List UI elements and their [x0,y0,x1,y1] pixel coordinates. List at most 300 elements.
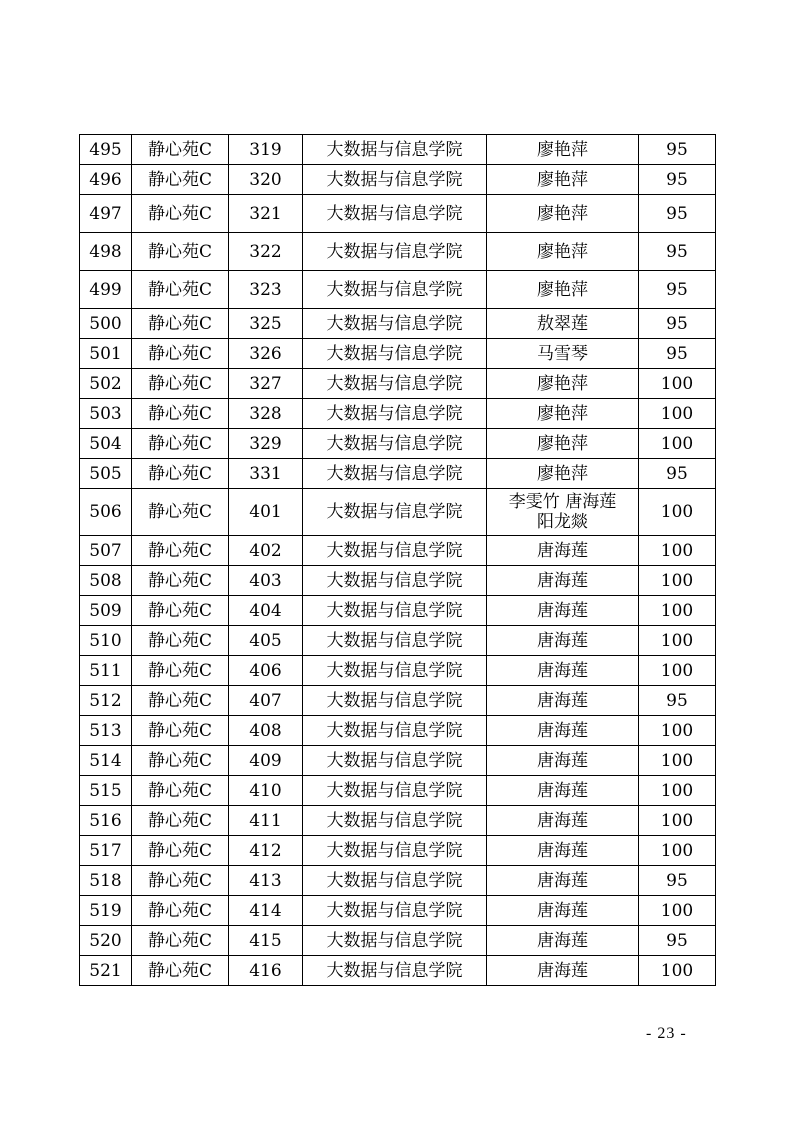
score-cell-text: 100 [660,570,694,591]
counselor-cell-text: 廖艳萍 [537,203,588,224]
counselor-cell [487,399,639,429]
college-cell-text: 大数据与信息学院 [326,960,463,981]
room-number-cell-text: 413 [249,870,282,891]
counselor-cell [487,746,639,776]
college-cell-text: 大数据与信息学院 [326,660,463,681]
college-cell-text: 大数据与信息学院 [326,570,463,591]
table-row [80,866,716,896]
building-cell [132,459,229,489]
table-row [80,746,716,776]
row-number-cell [80,836,132,866]
room-number-cell-text: 323 [249,279,282,300]
counselor-cell [487,896,639,926]
room-number-cell-text: 407 [249,690,282,711]
row-number-cell-text: 515 [89,780,122,801]
table-row [80,429,716,459]
room-number-cell-text: 326 [249,343,282,364]
score-cell-text: 100 [660,373,694,394]
building-cell [132,339,229,369]
row-number-cell [80,866,132,896]
row-number-cell-text: 512 [89,690,122,711]
room-number-cell-text: 408 [249,720,282,741]
building-cell [132,165,229,195]
college-cell [303,536,487,566]
score-cell [639,339,716,369]
score-cell-text: 95 [666,690,688,711]
table-row [80,686,716,716]
building-cell [132,746,229,776]
score-cell-text: 100 [660,660,694,681]
counselor-cell [487,656,639,686]
building-cell-text: 静心苑C [147,241,212,262]
row-number-cell [80,271,132,309]
room-number-cell-text: 403 [249,570,282,591]
room-number-cell-text: 416 [249,960,282,981]
row-number-cell-text: 514 [89,750,122,771]
room-number-cell-text: 320 [249,169,282,190]
room-number-cell [229,626,303,656]
building-cell [132,233,229,271]
score-cell-text: 100 [660,720,694,741]
room-number-cell-text: 415 [249,930,282,951]
score-cell-text: 100 [660,403,694,424]
counselor-cell [487,536,639,566]
score-cell-text: 100 [660,750,694,771]
score-cell [639,806,716,836]
row-number-cell-text: 503 [89,403,122,424]
row-number-cell-text: 498 [89,241,122,262]
room-number-cell-text: 328 [249,403,282,424]
counselor-cell [487,309,639,339]
room-number-cell [229,339,303,369]
row-number-cell-text: 501 [89,343,122,364]
building-cell [132,195,229,233]
score-cell [639,896,716,926]
building-cell [132,896,229,926]
score-cell [639,489,716,536]
counselor-cell-text: 唐海莲 [537,960,588,981]
score-cell-text: 100 [660,502,694,522]
building-cell-text: 静心苑C [147,900,212,921]
college-cell-text: 大数据与信息学院 [326,720,463,741]
score-cell-text: 100 [660,433,694,454]
counselor-cell-text: 廖艳萍 [537,169,588,190]
counselor-cell-text: 唐海莲 [537,930,588,951]
counselor-cell [487,806,639,836]
building-cell-text: 静心苑C [147,930,212,951]
room-number-cell [229,536,303,566]
room-number-cell-text: 325 [249,313,282,334]
score-cell [639,369,716,399]
row-number-cell [80,776,132,806]
counselor-cell [487,489,639,536]
score-cell-text: 100 [660,840,694,861]
building-cell [132,716,229,746]
room-number-cell-text: 405 [249,630,282,651]
college-cell [303,866,487,896]
row-number-cell-text: 509 [89,600,122,621]
room-number-cell-text: 409 [249,750,282,771]
building-cell [132,429,229,459]
page-number: - 23 - [646,1025,687,1042]
college-cell-text: 大数据与信息学院 [326,870,463,891]
college-cell-text: 大数据与信息学院 [326,203,463,224]
counselor-cell [487,686,639,716]
row-number-cell-text: 500 [89,313,122,334]
counselor-cell [487,596,639,626]
room-number-cell [229,309,303,339]
table-row [80,459,716,489]
building-cell-text: 静心苑C [147,570,212,591]
college-cell-text: 大数据与信息学院 [326,810,463,831]
counselor-cell [487,459,639,489]
score-cell-text: 95 [666,241,688,262]
room-number-cell [229,956,303,986]
row-number-cell [80,135,132,165]
building-cell-text: 静心苑C [147,403,212,424]
building-cell-text: 静心苑C [147,660,212,681]
row-number-cell [80,165,132,195]
room-number-cell [229,566,303,596]
college-cell-text: 大数据与信息学院 [326,313,463,334]
college-cell [303,195,487,233]
counselor-cell [487,776,639,806]
row-number-cell-text: 496 [89,169,122,190]
score-cell [639,195,716,233]
score-cell-text: 95 [666,203,688,224]
building-cell-text: 静心苑C [147,630,212,651]
counselor-cell-text: 李雯竹 唐海莲 [508,492,617,512]
score-cell-text: 95 [666,930,688,951]
score-cell-text: 100 [660,540,694,561]
college-cell [303,339,487,369]
score-cell [639,656,716,686]
college-cell-text: 大数据与信息学院 [326,169,463,190]
college-cell [303,399,487,429]
counselor-cell-text: 唐海莲 [537,630,588,651]
building-cell-text: 静心苑C [147,343,212,364]
row-number-cell [80,956,132,986]
table-row [80,489,716,536]
college-cell [303,309,487,339]
college-cell [303,165,487,195]
counselor-cell-text: 唐海莲 [537,570,588,591]
college-cell-text: 大数据与信息学院 [326,600,463,621]
row-number-cell-text: 505 [89,463,122,484]
room-number-cell [229,686,303,716]
row-number-cell-text: 499 [89,279,122,300]
row-number-cell [80,429,132,459]
counselor-cell [487,626,639,656]
score-cell [639,459,716,489]
room-number-cell-text: 319 [249,139,282,160]
row-number-cell-text: 504 [89,433,122,454]
counselor-cell-text: 唐海莲 [537,750,588,771]
counselor-cell-text: 敖翠莲 [537,313,588,334]
college-cell-text: 大数据与信息学院 [326,780,463,801]
row-number-cell-text: 495 [89,139,122,160]
row-number-cell [80,489,132,536]
room-number-cell [229,165,303,195]
score-cell [639,836,716,866]
building-cell [132,956,229,986]
room-number-cell [229,489,303,536]
row-number-cell-text: 518 [89,870,122,891]
room-number-cell [229,776,303,806]
counselor-cell-text: 廖艳萍 [537,433,588,454]
college-cell [303,806,487,836]
counselor-cell [487,716,639,746]
building-cell [132,866,229,896]
score-cell [639,566,716,596]
college-cell [303,776,487,806]
score-cell [639,165,716,195]
room-number-cell-text: 329 [249,433,282,454]
score-cell-text: 100 [660,630,694,651]
college-cell [303,746,487,776]
table-row [80,836,716,866]
building-cell [132,271,229,309]
table-row [80,956,716,986]
table-row [80,926,716,956]
counselor-cell [487,566,639,596]
table-row [80,369,716,399]
row-number-cell [80,399,132,429]
room-number-cell-text: 414 [249,900,282,921]
table-row [80,165,716,195]
row-number-cell-text: 497 [89,203,122,224]
table-row [80,536,716,566]
building-cell [132,836,229,866]
college-cell [303,429,487,459]
table-row [80,716,716,746]
room-number-cell [229,866,303,896]
room-number-cell-text: 411 [249,810,282,831]
building-cell-text: 静心苑C [147,600,212,621]
college-cell-text: 大数据与信息学院 [326,840,463,861]
room-number-cell [229,806,303,836]
college-cell-text: 大数据与信息学院 [326,463,463,484]
score-cell [639,776,716,806]
score-cell [639,399,716,429]
score-cell-text: 95 [666,870,688,891]
score-cell-text: 95 [666,463,688,484]
building-cell-text: 静心苑C [147,169,212,190]
table-row [80,626,716,656]
table-row [80,776,716,806]
score-cell [639,536,716,566]
row-number-cell-text: 513 [89,720,122,741]
room-number-cell-text: 404 [249,600,282,621]
counselor-cell [487,369,639,399]
dorm-score-table [79,134,716,986]
college-cell [303,135,487,165]
row-number-cell [80,233,132,271]
room-number-cell-text: 321 [249,203,282,224]
row-number-cell [80,626,132,656]
row-number-cell-text: 519 [89,900,122,921]
row-number-cell-text: 521 [89,960,122,981]
building-cell-text: 静心苑C [147,433,212,454]
counselor-cell-text: 唐海莲 [537,600,588,621]
room-number-cell [229,399,303,429]
counselor-cell-text: 马雪琴 [537,343,588,364]
row-number-cell-text: 520 [89,930,122,951]
room-number-cell [229,233,303,271]
college-cell [303,686,487,716]
college-cell-text: 大数据与信息学院 [326,373,463,394]
building-cell-text: 静心苑C [147,502,212,522]
room-number-cell [229,459,303,489]
score-cell-text: 100 [660,600,694,621]
score-cell-text: 100 [660,780,694,801]
row-number-cell [80,369,132,399]
table-row [80,135,716,165]
table-row [80,806,716,836]
room-number-cell [229,195,303,233]
building-cell [132,926,229,956]
row-number-cell [80,339,132,369]
building-cell-text: 静心苑C [147,279,212,300]
counselor-cell [487,135,639,165]
room-number-cell [229,429,303,459]
counselor-cell-text: 廖艳萍 [537,279,588,300]
building-cell-text: 静心苑C [147,139,212,160]
college-cell [303,369,487,399]
row-number-cell [80,896,132,926]
score-cell-text: 95 [666,279,688,300]
row-number-cell [80,716,132,746]
counselor-cell-text: 唐海莲 [537,540,588,561]
room-number-cell-text: 401 [249,502,282,522]
counselor-cell-text: 廖艳萍 [537,373,588,394]
college-cell [303,459,487,489]
building-cell [132,566,229,596]
building-cell [132,776,229,806]
college-cell-text: 大数据与信息学院 [326,930,463,951]
college-cell-text: 大数据与信息学院 [326,690,463,711]
college-cell [303,926,487,956]
room-number-cell [229,369,303,399]
row-number-cell-text: 507 [89,540,122,561]
college-cell [303,233,487,271]
table-row [80,309,716,339]
college-cell-text: 大数据与信息学院 [326,502,463,522]
college-cell-text: 大数据与信息学院 [326,433,463,454]
room-number-cell [229,836,303,866]
table-body [80,135,716,986]
counselor-cell-text: 唐海莲 [537,690,588,711]
building-cell-text: 静心苑C [147,840,212,861]
college-cell-text: 大数据与信息学院 [326,139,463,160]
building-cell [132,656,229,686]
row-number-cell-text: 508 [89,570,122,591]
counselor-cell-text: 廖艳萍 [537,241,588,262]
score-cell [639,626,716,656]
college-cell [303,489,487,536]
college-cell [303,596,487,626]
room-number-cell [229,271,303,309]
counselor-cell-text: 唐海莲 [537,840,588,861]
college-cell-text: 大数据与信息学院 [326,750,463,771]
college-cell [303,836,487,866]
building-cell [132,489,229,536]
score-cell-text: 95 [666,169,688,190]
building-cell-text: 静心苑C [147,960,212,981]
building-cell-text: 静心苑C [147,463,212,484]
college-cell-text: 大数据与信息学院 [326,900,463,921]
counselor-cell-text: 唐海莲 [537,810,588,831]
score-cell [639,309,716,339]
building-cell [132,399,229,429]
college-cell [303,656,487,686]
building-cell [132,309,229,339]
counselor-cell-text-line2: 阳龙燚 [537,512,588,532]
row-number-cell [80,806,132,836]
college-cell-text: 大数据与信息学院 [326,343,463,364]
score-cell [639,233,716,271]
row-number-cell [80,926,132,956]
room-number-cell-text: 412 [249,840,282,861]
row-number-cell-text: 517 [89,840,122,861]
counselor-cell [487,926,639,956]
college-cell [303,566,487,596]
table-row [80,566,716,596]
college-cell-text: 大数据与信息学院 [326,403,463,424]
table-row [80,233,716,271]
score-cell [639,746,716,776]
college-cell [303,716,487,746]
counselor-cell [487,165,639,195]
row-number-cell [80,195,132,233]
counselor-cell-text: 唐海莲 [537,780,588,801]
room-number-cell-text: 327 [249,373,282,394]
row-number-cell [80,746,132,776]
college-cell [303,896,487,926]
row-number-cell [80,686,132,716]
score-cell [639,135,716,165]
college-cell [303,626,487,656]
counselor-cell-text: 唐海莲 [537,870,588,891]
building-cell [132,135,229,165]
building-cell-text: 静心苑C [147,720,212,741]
counselor-cell [487,195,639,233]
room-number-cell [229,596,303,626]
building-cell-text: 静心苑C [147,690,212,711]
row-number-cell [80,459,132,489]
row-number-cell [80,656,132,686]
room-number-cell [229,746,303,776]
score-cell [639,686,716,716]
counselor-cell-text: 廖艳萍 [537,403,588,424]
room-number-cell-text: 331 [249,463,282,484]
college-cell [303,956,487,986]
score-cell [639,716,716,746]
score-cell [639,866,716,896]
building-cell [132,806,229,836]
college-cell-text: 大数据与信息学院 [326,540,463,561]
building-cell-text: 静心苑C [147,870,212,891]
counselor-cell-text: 唐海莲 [537,660,588,681]
college-cell-text: 大数据与信息学院 [326,241,463,262]
table-row [80,195,716,233]
counselor-cell-text: 唐海莲 [537,900,588,921]
score-cell [639,956,716,986]
table-row [80,896,716,926]
room-number-cell [229,896,303,926]
building-cell-text: 静心苑C [147,313,212,334]
table-row [80,596,716,626]
